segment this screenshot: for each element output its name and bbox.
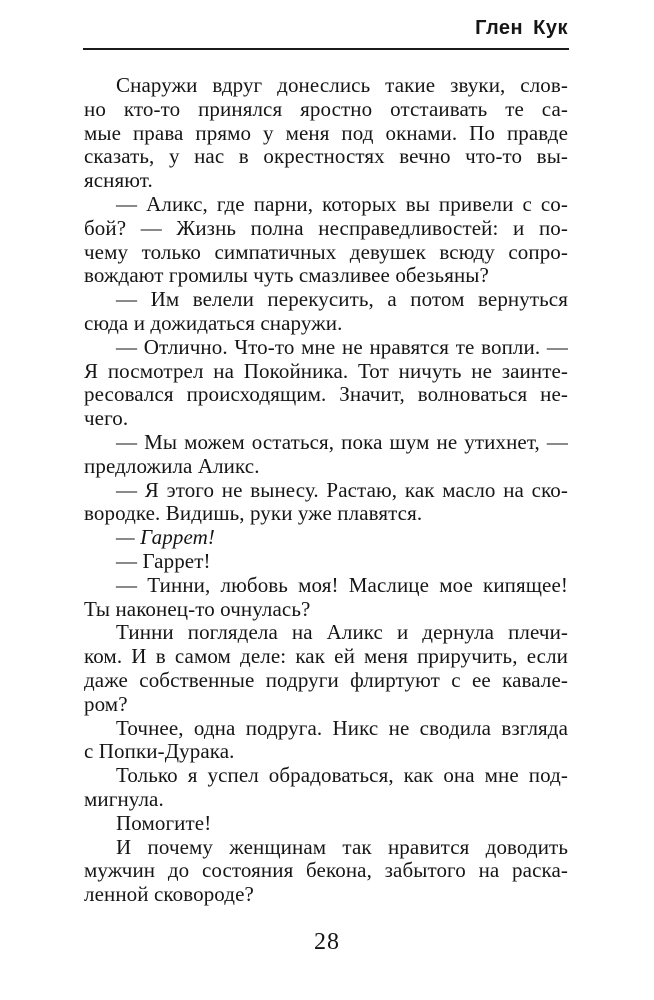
text-line: ром? bbox=[84, 691, 128, 716]
text-line: — Гаррет! bbox=[116, 525, 215, 550]
header-author: Глен Кук bbox=[475, 17, 568, 39]
text-line: Снаружи вдруг донеслись такие звуки, слов- bbox=[116, 73, 568, 97]
paragraph bbox=[84, 479, 568, 527]
text-line: предложила Аликс. bbox=[84, 453, 260, 478]
text-line: Я посмотрел на Покойника. Тот ничуть не заинте- bbox=[84, 358, 568, 383]
text-line: — Аликс, где парни, которых вы привели с со- bbox=[116, 191, 568, 216]
text-line: сказать, у нас в окрестностях вечно что-то вы- bbox=[84, 144, 568, 169]
paragraph bbox=[84, 574, 568, 622]
text-line: Помогите! bbox=[116, 810, 212, 835]
text-line: вородке. Видишь, руки уже плавятся. bbox=[84, 501, 423, 526]
text-line: с Попки-Дурака. bbox=[84, 739, 235, 764]
text-line: бой? — Жизнь полна несправедливостей: и по- bbox=[84, 215, 568, 240]
text-line: но кто-то принялся яростно отстаивать те са- bbox=[84, 96, 568, 121]
text-line: И почему женщинам так нравится доводить bbox=[116, 834, 568, 859]
paragraph bbox=[84, 288, 568, 336]
page-number: 28 bbox=[314, 929, 340, 955]
paragraph bbox=[84, 836, 568, 907]
paragraph bbox=[84, 526, 568, 550]
paragraph bbox=[84, 717, 568, 765]
paragraph bbox=[84, 764, 568, 812]
text-line: — Я этого не вынесу. Растаю, как масло на ско- bbox=[116, 477, 568, 502]
text-line: Точнее, одна подруга. Никс не сводила взгляда bbox=[116, 715, 568, 740]
paragraph bbox=[84, 812, 568, 836]
text-line: — Им велели перекусить, а потом вернуться bbox=[116, 287, 568, 312]
text-line: — Тинни, любовь моя! Маслице мое кипящее! bbox=[116, 572, 568, 597]
text-line: чему только симпатичных девушек всюду сопро- bbox=[84, 239, 568, 264]
page-footer bbox=[0, 929, 654, 956]
text-line: — Отлично. Что-то мне не нравятся те вопли. — bbox=[116, 334, 568, 359]
text-line: — Гаррет! bbox=[116, 548, 211, 573]
paragraph bbox=[84, 621, 568, 716]
text-line: даже собственные подруги флиртуют с ее кавале- bbox=[84, 667, 568, 692]
text-line: ком. И в самом деле: как ей меня приручить, если bbox=[84, 644, 568, 669]
paragraph bbox=[84, 550, 568, 574]
text-line: чего. bbox=[84, 406, 129, 431]
text-line: Только я успел обрадоваться, как она мне под- bbox=[116, 763, 568, 788]
running-header bbox=[84, 17, 568, 40]
text-line: мые права прямо у меня под окнами. По правде bbox=[84, 120, 568, 145]
text-line: сюда и дожидаться снаружи. bbox=[84, 310, 343, 335]
text-line: Тинни поглядела на Аликс и дернула плечи- bbox=[116, 620, 568, 645]
text-line: вождают громилы чуть смазливее обезьяны? bbox=[84, 263, 489, 288]
text-line: ленной сковороде? bbox=[84, 882, 254, 907]
page-body bbox=[84, 74, 568, 907]
text-line: ресовался происходящим. Значит, волноваться не- bbox=[84, 382, 568, 407]
text-line: мигнула. bbox=[84, 786, 164, 811]
text-line: мужчин до состояния бекона, забытого на раска- bbox=[84, 858, 568, 883]
paragraph bbox=[84, 431, 568, 479]
paragraph bbox=[84, 74, 568, 193]
paragraph bbox=[84, 336, 568, 431]
paragraph bbox=[84, 193, 568, 288]
header-rule bbox=[83, 48, 569, 50]
text-line: Ты наконец-то очнулась? bbox=[84, 596, 311, 621]
text-line: — Мы можем остаться, пока шум не утихнет, — bbox=[116, 429, 568, 454]
text-line: ясняют. bbox=[84, 168, 153, 193]
